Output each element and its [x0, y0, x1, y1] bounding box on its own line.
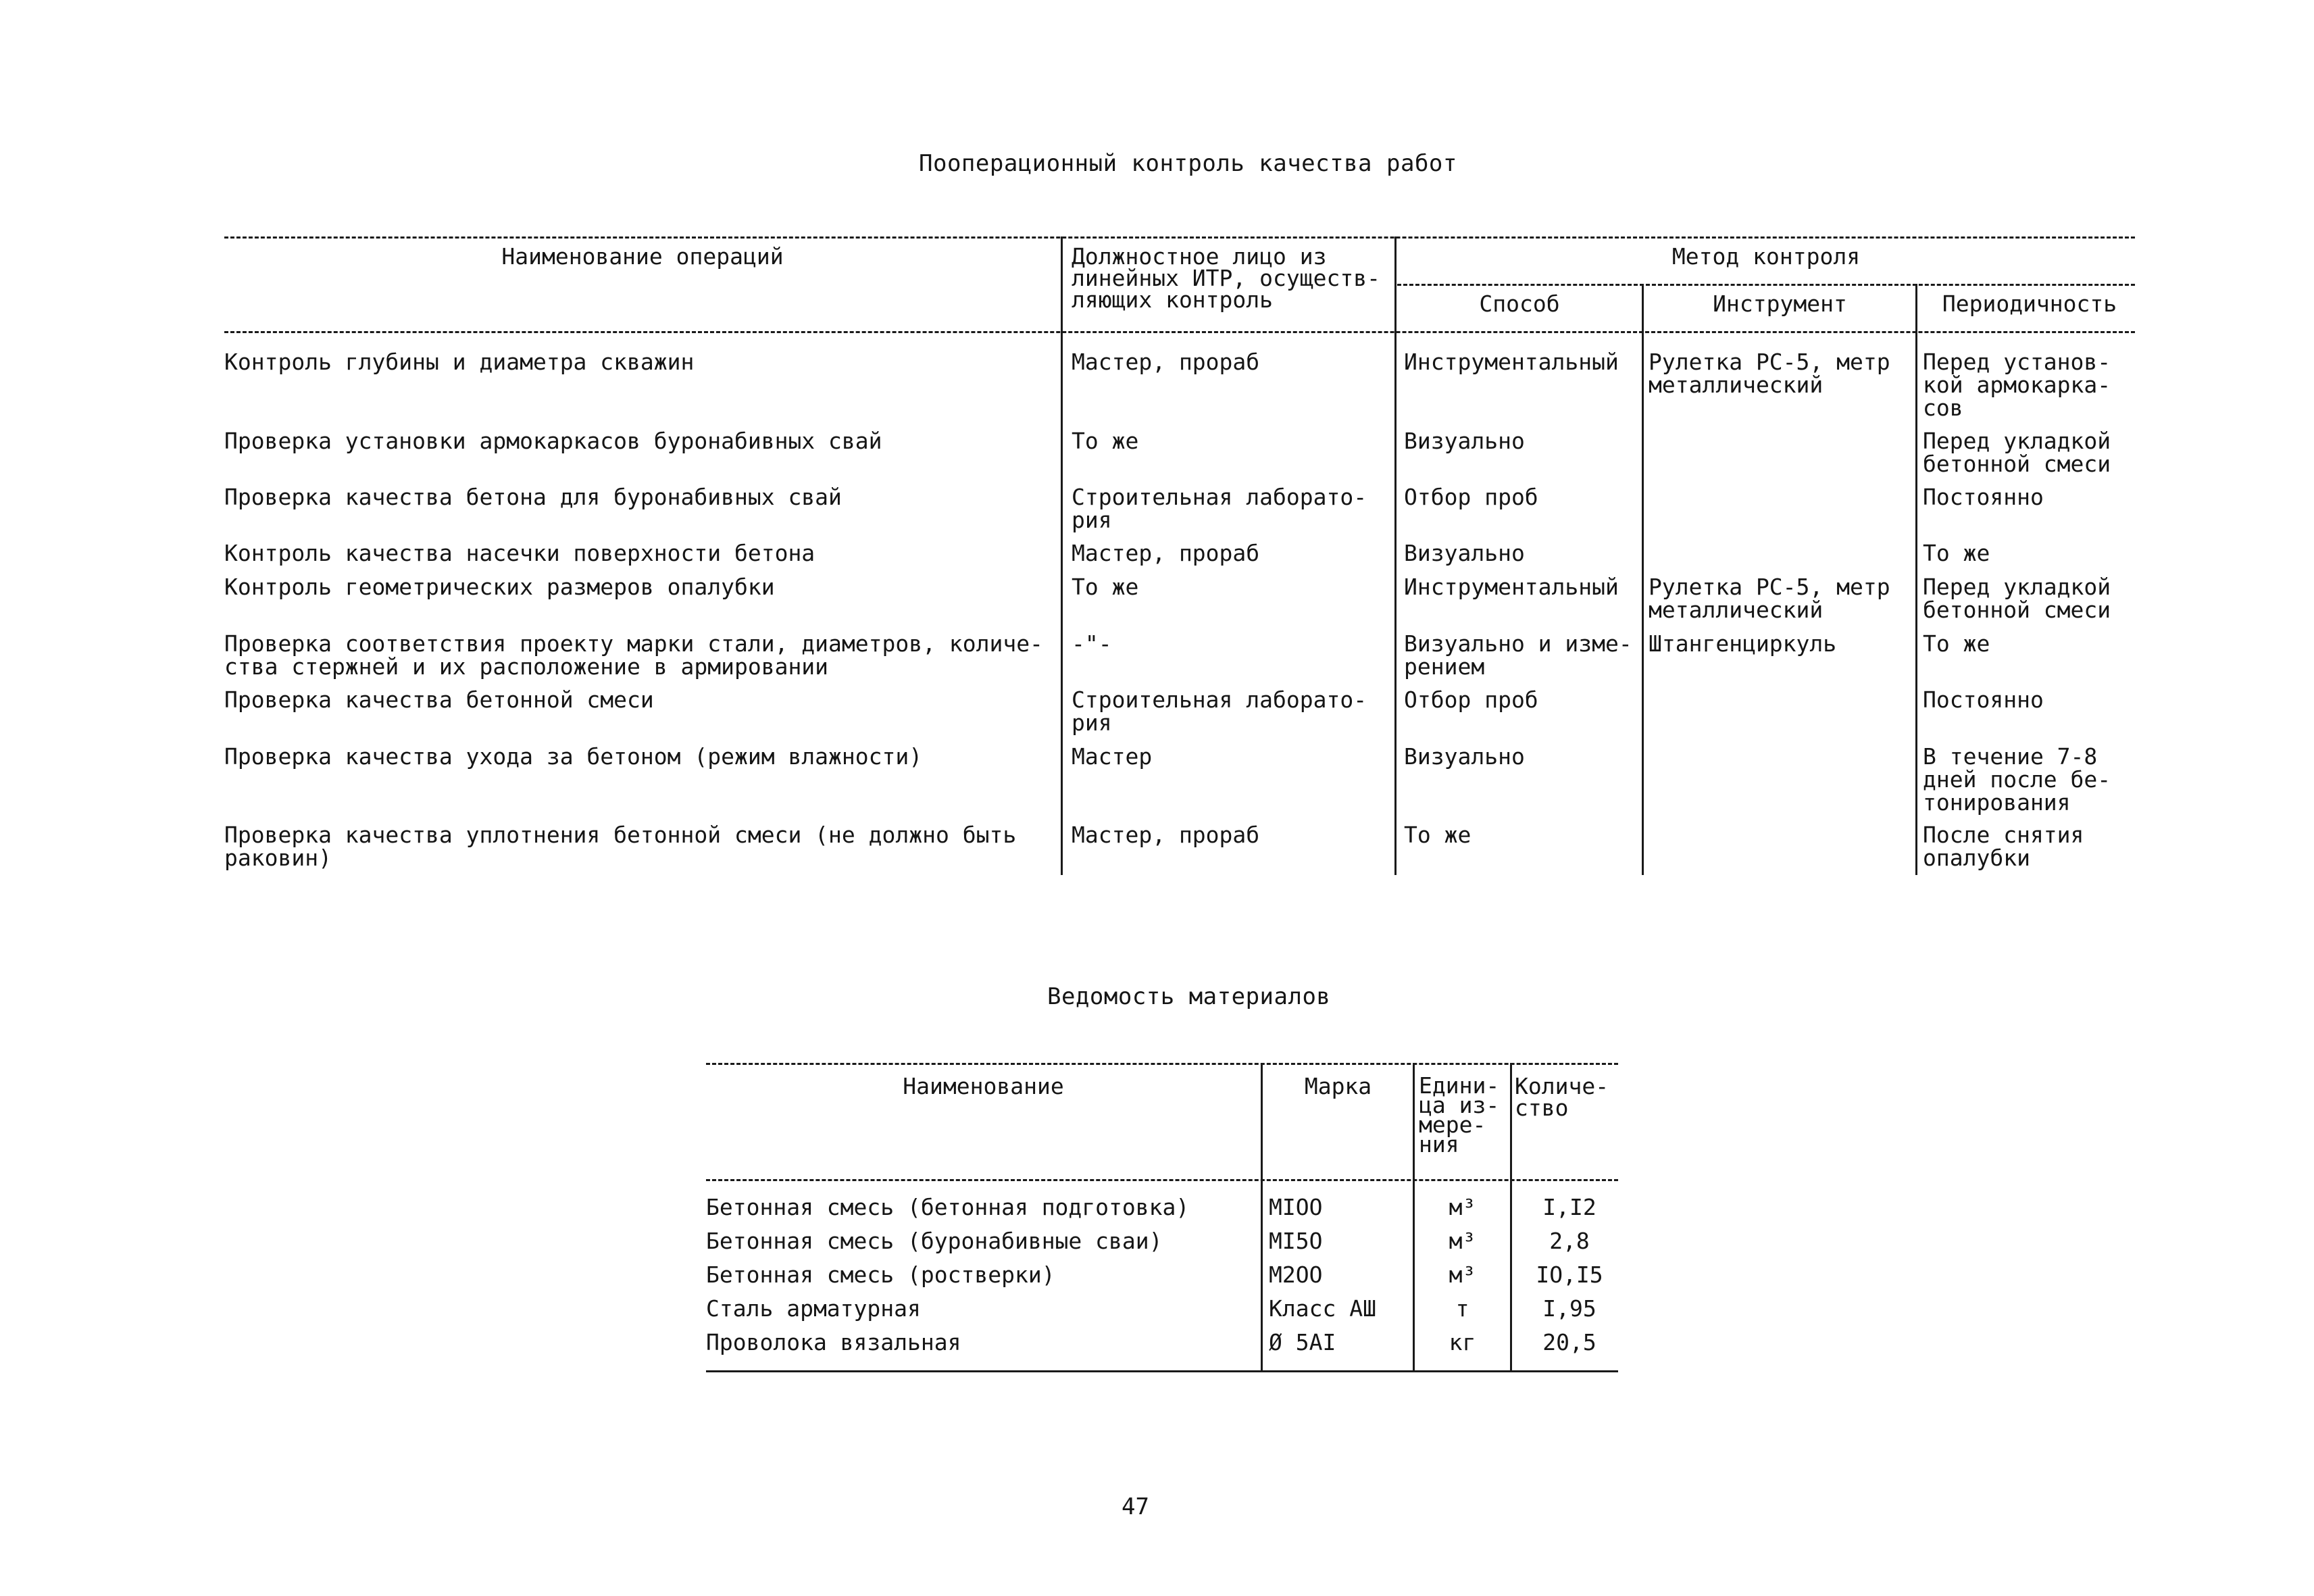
ops-table-method-rule: [1397, 284, 2135, 286]
person-cell: Строительная лаборато- рия: [1072, 484, 1367, 533]
way-cell: Инструментальный: [1404, 574, 1619, 600]
header-operation: Наименование операций: [501, 243, 784, 270]
materials-table-title: Ведомость материалов: [1047, 983, 1331, 1010]
mat-unit-cell: м³: [1449, 1228, 1476, 1254]
person-cell: Мастер: [1072, 743, 1153, 770]
mat-name-cell: Бетонная смесь (ростверки): [706, 1262, 1055, 1288]
mat-qty-cell: IO,I5: [1536, 1262, 1603, 1288]
op-cell: Контроль геометрических размеров опалубки: [224, 574, 775, 600]
person-cell: Мастер, прораб: [1072, 349, 1260, 375]
ops-table-col-divider-1: [1061, 236, 1063, 875]
tool-cell: Штангенциркуль: [1649, 630, 1837, 657]
person-cell: Мастер, прораб: [1072, 540, 1260, 566]
period-cell: Перед укладкой бетонной смеси: [1923, 428, 2111, 477]
period-cell: Перед укладкой бетонной смеси: [1923, 574, 2111, 623]
period-cell: Постоянно: [1923, 687, 2044, 713]
mat-name-cell: Бетонная смесь (буронабивные сваи): [706, 1228, 1163, 1254]
ops-table-col-divider-3: [1642, 284, 1644, 875]
header-period: Периодичность: [1942, 291, 2117, 317]
materials-top-rule: [706, 1063, 1618, 1065]
header-way: Способ: [1479, 291, 1560, 317]
way-cell: Инструментальный: [1404, 349, 1619, 375]
op-cell: Проверка качества бетонной смеси: [224, 687, 654, 713]
mat-unit-cell: м³: [1449, 1194, 1476, 1220]
person-cell: То же: [1072, 574, 1139, 600]
op-cell: Контроль глубины и диаметра скважин: [224, 349, 695, 375]
mat-mark-cell: Класс AШ: [1269, 1295, 1376, 1322]
mat-header-mark: Марка: [1304, 1073, 1372, 1099]
header-person: Должностное лицо из линейных ИТР, осуществ- ляющих контроль: [1072, 243, 1380, 313]
person-cell: Строительная лаборато- рия: [1072, 687, 1367, 736]
mat-mark-cell: MIOO: [1269, 1194, 1323, 1220]
materials-col-divider-1: [1261, 1063, 1263, 1370]
mat-qty-cell: I,95: [1542, 1295, 1596, 1322]
way-cell: Визуально: [1404, 428, 1525, 454]
tool-cell: Рулетка РС-5, метр металлический: [1649, 574, 1890, 623]
period-cell: Постоянно: [1923, 484, 2044, 510]
ops-table-top-rule: [224, 236, 2135, 239]
mat-header-unit: Едини- ца из- мере- ния: [1419, 1072, 1500, 1157]
period-cell: То же: [1923, 540, 1990, 566]
op-cell: Проверка соответствия проекту марки стали, диаметров, количе- ства стержней и их расположение в армировании: [224, 630, 1043, 680]
mat-name-cell: Проволока вязальная: [706, 1329, 961, 1355]
ops-table-col-divider-2: [1394, 236, 1397, 875]
mat-qty-cell: 2,8: [1549, 1228, 1590, 1254]
period-cell: То же: [1923, 630, 1990, 657]
mat-mark-cell: Ø 5AI: [1269, 1329, 1336, 1355]
way-cell: Визуально: [1404, 743, 1525, 770]
ops-table-col-divider-4: [1915, 284, 1917, 875]
mat-mark-cell: MI5O: [1269, 1228, 1323, 1254]
ops-table-header-bottom-rule: [224, 331, 2135, 333]
mat-unit-cell: кг: [1449, 1329, 1476, 1355]
period-cell: Перед установ- кой армокарка- сов: [1923, 349, 2111, 421]
ops-table-title: Пооперационный контроль качества работ: [919, 150, 1457, 177]
header-method: Метод контроля: [1671, 243, 1861, 270]
page-number: 47: [1122, 1493, 1149, 1520]
mat-qty-cell: 20,5: [1542, 1329, 1596, 1355]
header-tool: Инструмент: [1713, 291, 1847, 317]
mat-name-cell: Сталь арматурная: [706, 1295, 921, 1322]
person-cell: -"-: [1072, 630, 1112, 657]
mat-qty-cell: I,I2: [1542, 1194, 1596, 1220]
mat-header-qty: Количе- ство: [1515, 1073, 1609, 1121]
op-cell: Контроль качества насечки поверхности бетона: [224, 540, 815, 566]
way-cell: То же: [1404, 822, 1472, 848]
op-cell: Проверка качества ухода за бетоном (режим влажности): [224, 743, 923, 770]
way-cell: Визуально и изме- рением: [1404, 630, 1632, 680]
op-cell: Проверка качества уплотнения бетонной смеси (не должно быть раковин): [224, 822, 1017, 871]
period-cell: В течение 7-8 дней после бе- тонирования: [1923, 743, 2111, 816]
mat-name-cell: Бетонная смесь (бетонная подготовка): [706, 1194, 1190, 1220]
way-cell: Визуально: [1404, 540, 1525, 566]
mat-mark-cell: M2OO: [1269, 1262, 1323, 1288]
materials-bottom-rule: [706, 1370, 1618, 1372]
way-cell: Отбор проб: [1404, 687, 1538, 713]
period-cell: После снятия опалубки: [1923, 822, 2084, 871]
person-cell: Мастер, прораб: [1072, 822, 1260, 848]
mat-unit-cell: м³: [1449, 1262, 1476, 1288]
materials-header-bottom-rule: [706, 1179, 1618, 1181]
op-cell: Проверка установки армокаркасов буронабивных свай: [224, 428, 882, 454]
mat-header-name: Наименование: [903, 1073, 1064, 1099]
way-cell: Отбор проб: [1404, 484, 1538, 510]
mat-unit-cell: т: [1455, 1295, 1469, 1322]
op-cell: Проверка качества бетона для буронабивных свай: [224, 484, 842, 510]
tool-cell: Рулетка РС-5, метр металлический: [1649, 349, 1890, 398]
person-cell: То же: [1072, 428, 1139, 454]
